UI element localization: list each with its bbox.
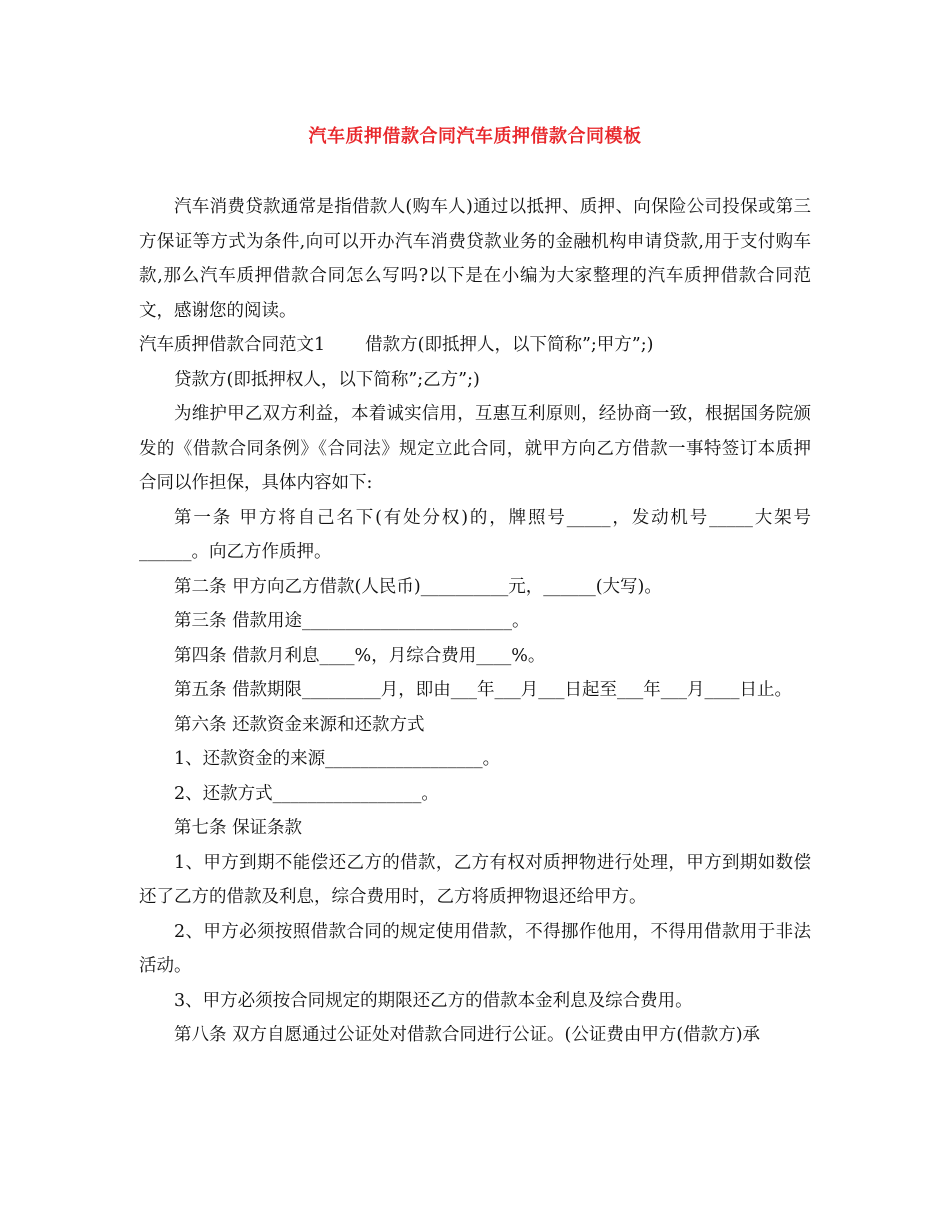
preamble-paragraph: 为维护甲乙双方利益，本着诚实信用，互惠互利原则，经协商一致，根据国务院颁发的《借款合同条例》《合同法》规定立此合同，就甲方向乙方借款一事特签订本质押合同以作担保，具体内容如下: (139, 404, 811, 493)
sample-heading-line (139, 328, 811, 363)
document-title: 汽车质押借款合同汽车质押借款合同模板 (308, 126, 642, 147)
sample-heading: 汽车质押借款合同范文1 (139, 335, 326, 355)
borrower-line: 借款方(即抵押人，以下简称”;甲方”;) (365, 335, 654, 355)
article-7: 第七条 保证条款 (174, 818, 303, 838)
article-3: 第三条 借款用途________________________。 (174, 611, 530, 631)
intro-paragraph: 汽车消费贷款通常是指借款人(购车人)通过以抵押、质押、向保险公司投保或第三方保证等方式为条件,向可以开办汽车消费贷款业务的金融机构申请贷款,用于支付购车款,那么汽车质押借款合同怎么写吗?以下是在小编为大家整理的汽车质押借款合同范文，感谢您的阅读。 (139, 197, 811, 321)
article-2: 第二条 甲方向乙方借款(人民币)__________元，______(大写)。 (174, 576, 662, 597)
article-8: 第八条 双方自愿通过公证处对借款合同进行公证。(公证费由甲方(借款方)承 (174, 1025, 761, 1045)
article-7-item-3: 3、甲方必须按合同规定的期限还乙方的借款本金利息及综合费用。 (174, 990, 693, 1011)
article-7-item-2: 2、甲方必须按照借款合同的规定使用借款，不得挪作他用，不得用借款用于非法活动。 (139, 921, 811, 976)
document-body (139, 190, 811, 1053)
article-6: 第六条 还款资金来源和还款方式 (174, 714, 425, 735)
article-5: 第五条 借款期限_________月，即由___年___月___日起至___年___月____日止。 (174, 680, 793, 700)
article-6-item-1: 1、还款资金的来源__________________。 (174, 749, 501, 769)
article-4: 第四条 借款月利息____%，月综合费用____%。 (174, 645, 546, 666)
lender-line: 贷款方(即抵押权人，以下简称”;乙方”;) (174, 369, 480, 390)
article-6-item-2: 2、还款方式_________________。 (174, 783, 439, 804)
article-1: 第一条 甲方将自己名下(有处分权)的，牌照号_____，发动机号_____大架号______。向乙方作质押。 (139, 507, 811, 562)
article-7-item-1: 1、甲方到期不能偿还乙方的借款，乙方有权对质押物进行处理，甲方到期如数偿还了乙方的借款及利息，综合费用时，乙方将质押物退还给甲方。 (139, 852, 811, 907)
